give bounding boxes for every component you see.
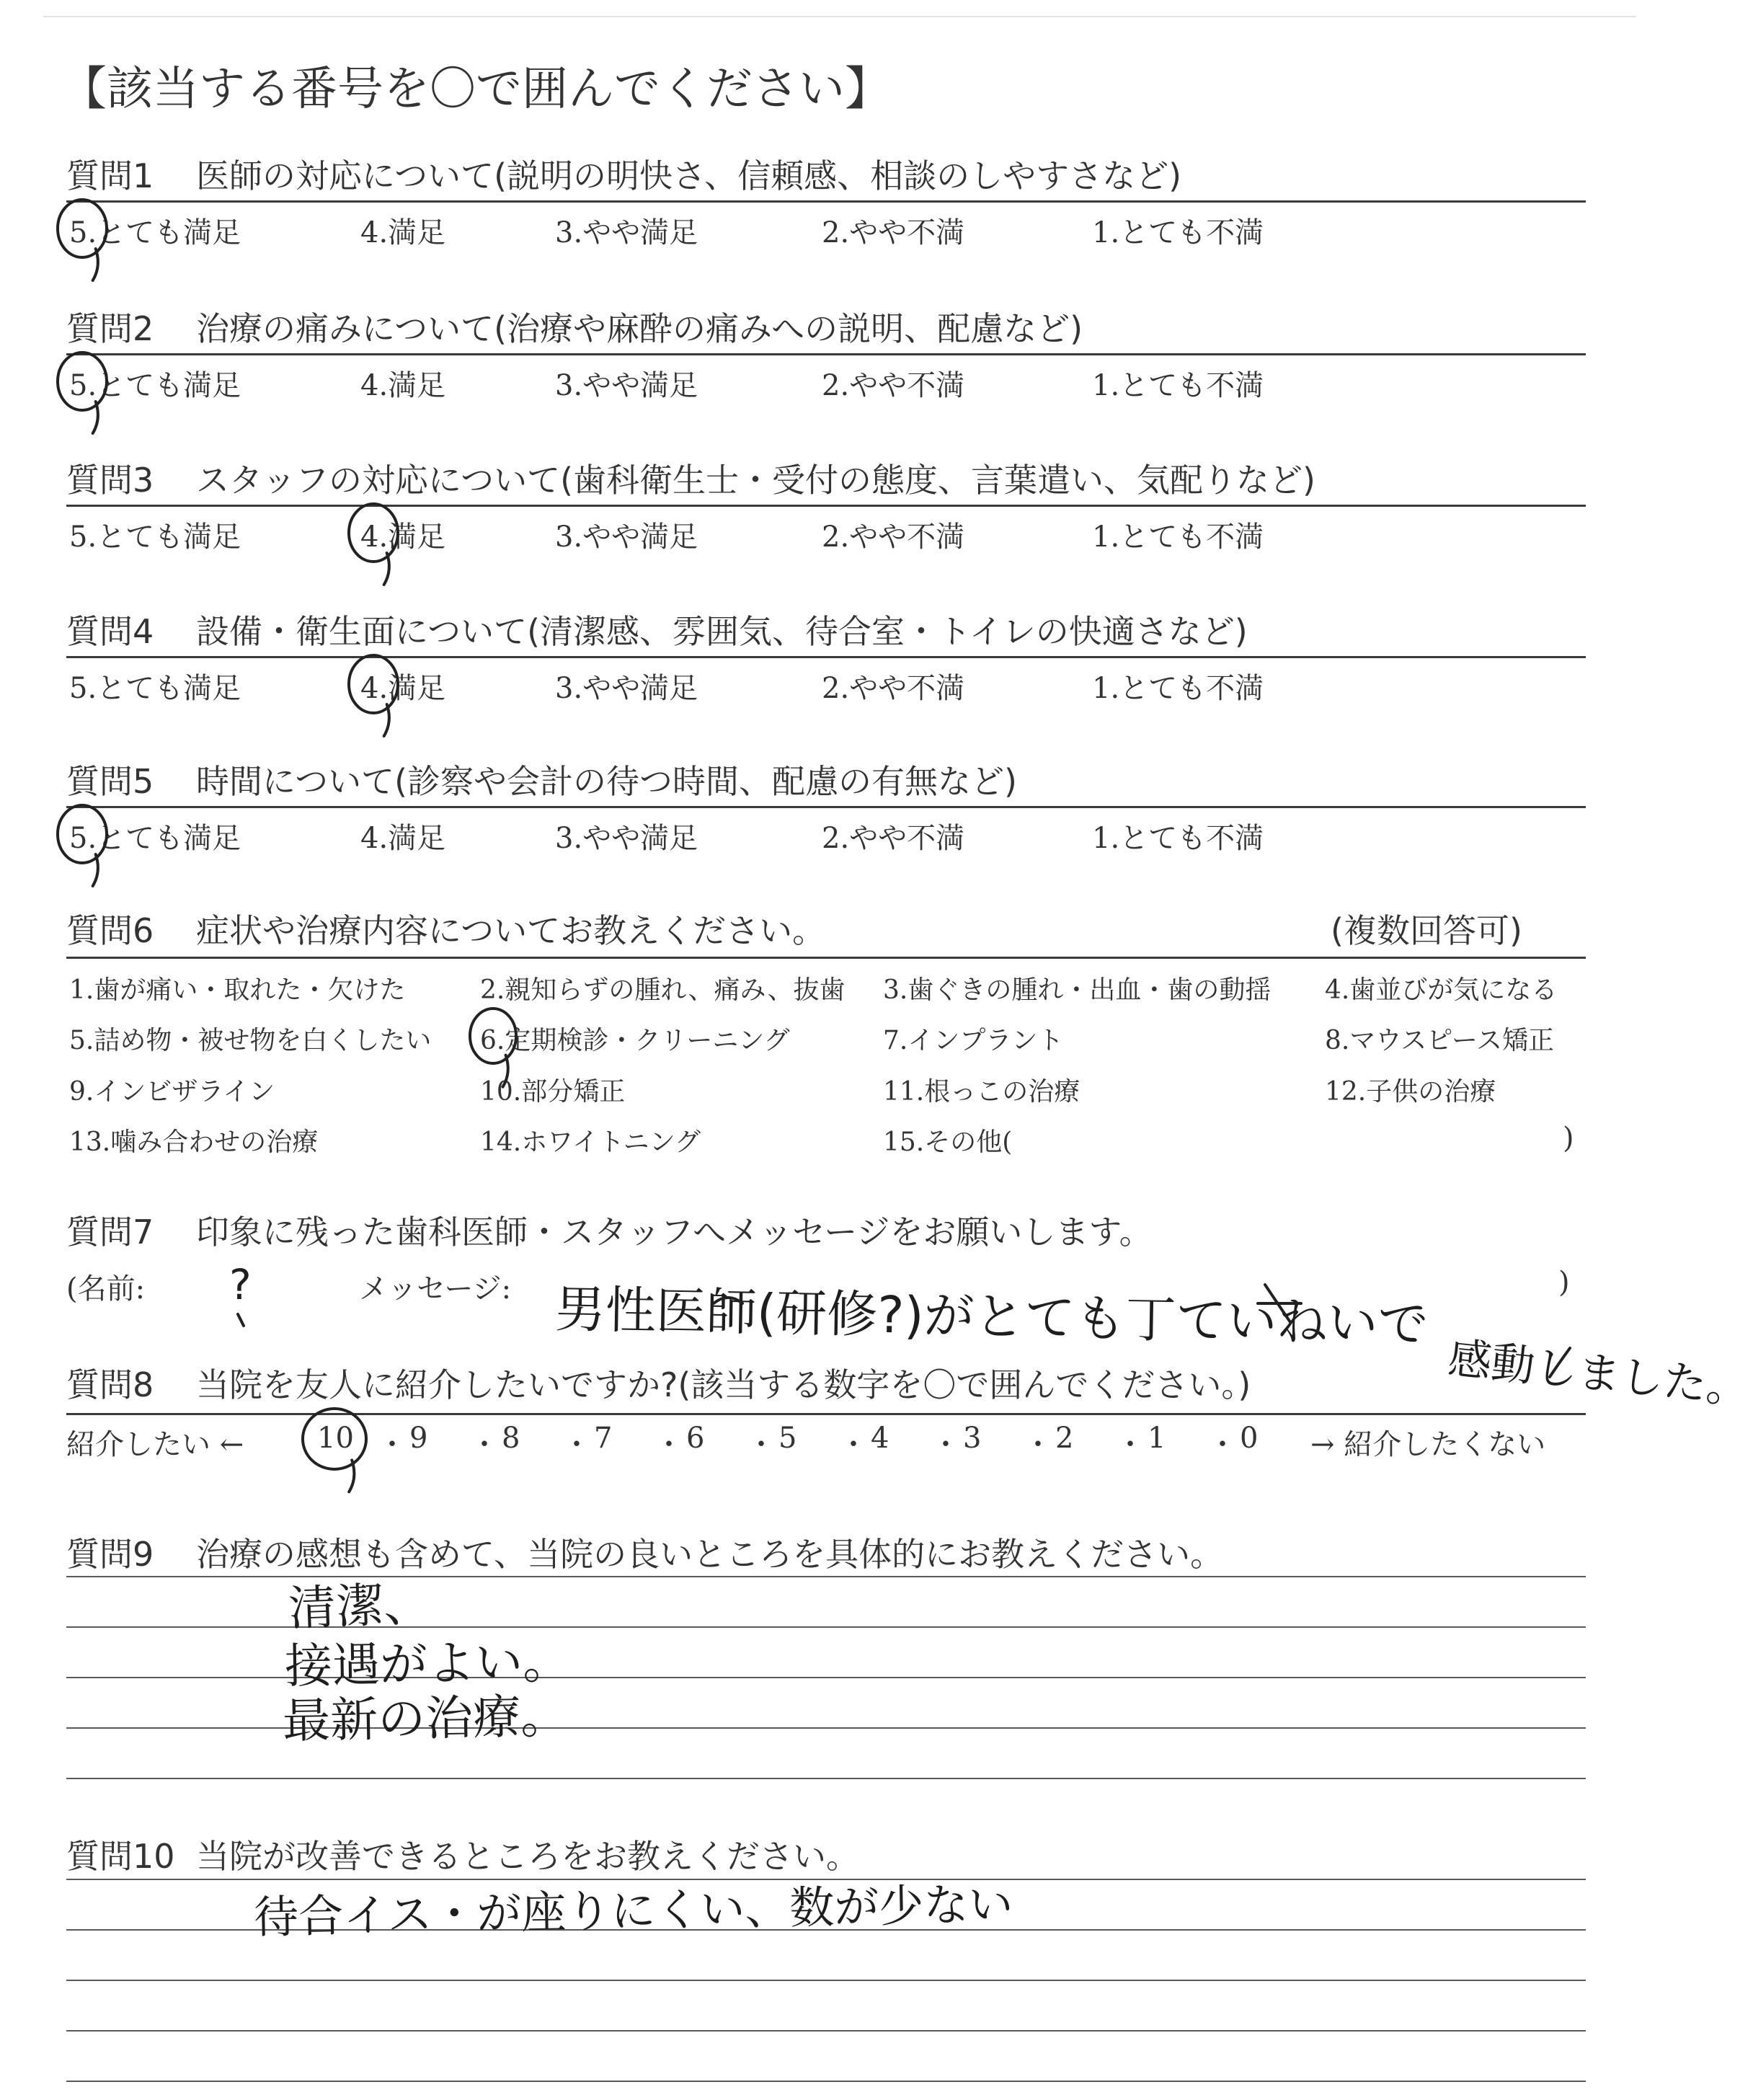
question-rule — [66, 505, 1586, 507]
question-text: 時間について(診察や会計の待つ時間、配慮の有無など) — [196, 762, 1017, 801]
symptom-option[interactable]: 10.部分矯正 — [480, 1077, 626, 1107]
q9-label: 質問9 — [66, 1535, 154, 1574]
rating-option[interactable]: 4.満足 — [360, 672, 446, 705]
symptom-option: ) — [1563, 1122, 1574, 1155]
symptom-option[interactable]: 1.歯が痛い・取れた・欠けた — [69, 975, 406, 1005]
q7-message-line2: 感動しました。 — [1445, 1333, 1752, 1415]
scale-number[interactable]: 8 — [502, 1422, 520, 1455]
page-title: 【該当する番号を〇で囲んでください】 — [61, 63, 891, 116]
selection-circle-tail — [93, 249, 98, 280]
rating-option[interactable]: 4.満足 — [360, 369, 446, 402]
scale-number[interactable]: 7 — [594, 1422, 613, 1455]
q7-name-value: ? — [229, 1260, 252, 1309]
rating-option[interactable]: 1.とても不満 — [1092, 672, 1264, 705]
selection-circle-tail — [93, 854, 98, 886]
scale-number[interactable]: 2 — [1055, 1422, 1074, 1455]
rating-option[interactable]: 5.とても満足 — [69, 520, 241, 554]
q7-text: 印象に残った歯科医師・スタッフへメッセージをお願いします。 — [196, 1213, 1153, 1251]
q10-label: 質問10 — [66, 1837, 175, 1876]
rating-option[interactable]: 2.やや不満 — [822, 369, 965, 402]
scale-number[interactable]: 6 — [686, 1422, 705, 1455]
rating-option[interactable]: 1.とても不満 — [1092, 822, 1264, 855]
rating-option[interactable]: 1.とても不満 — [1092, 369, 1264, 402]
rating-option[interactable]: 2.やや不満 — [822, 672, 965, 705]
symptom-option[interactable]: 8.マウスピース矯正 — [1325, 1026, 1555, 1055]
q7-message-line1: 男性医師(研修?)がとても丁ていねいで — [554, 1280, 1429, 1355]
rating-option[interactable]: 2.やや不満 — [822, 520, 965, 554]
q8-right-label: → 紹介したくない — [1310, 1428, 1546, 1461]
question-label: 質問2 — [66, 309, 154, 348]
symptom-option[interactable]: 12.子供の治療 — [1325, 1077, 1496, 1107]
rating-option[interactable]: 2.やや不満 — [822, 822, 965, 855]
scale-dot: ・ — [470, 1428, 499, 1461]
scale-dot: ・ — [1208, 1428, 1237, 1461]
question-text: 治療の痛みについて(治療や麻酔の痛みへの説明、配慮など) — [196, 309, 1083, 348]
rating-option[interactable]: 3.やや満足 — [555, 672, 698, 705]
selection-circle-tail — [384, 553, 389, 585]
symptom-option[interactable]: 7.インプラント — [883, 1026, 1064, 1055]
q7-label: 質問7 — [66, 1213, 154, 1251]
scale-dot: ・ — [747, 1428, 776, 1461]
q7-message-label: メッセージ: — [359, 1272, 512, 1306]
q9-writing-line — [66, 1778, 1586, 1779]
q10-writing-line — [66, 1980, 1586, 1981]
q9-text: 治療の感想も含めて、当院の良いところを具体的にお教えください。 — [196, 1535, 1224, 1574]
selection-circle-tail — [93, 402, 98, 433]
question-text: 医師の対応について(説明の明快さ、信頼感、相談のしやすさなど) — [196, 156, 1182, 195]
symptom-option[interactable]: 5.詰め物・被せ物を白くしたい — [69, 1026, 432, 1055]
symptom-option[interactable]: 4.歯並びが気になる — [1325, 975, 1558, 1005]
symptom-option[interactable]: 11.根っこの治療 — [883, 1077, 1080, 1107]
symptom-option[interactable]: 6.定期検診・クリーニング — [480, 1026, 790, 1055]
q6-rule — [66, 957, 1586, 959]
rating-option[interactable]: 4.満足 — [360, 520, 446, 554]
q7-name-label: (名前: — [66, 1272, 146, 1306]
scale-dot: ・ — [562, 1428, 591, 1461]
scale-dot: ・ — [931, 1428, 960, 1461]
scale-number[interactable]: 5 — [778, 1422, 797, 1455]
scale-dot: ・ — [839, 1428, 868, 1461]
symptom-option[interactable]: 9.インビザライン — [69, 1077, 275, 1107]
q6-label: 質問6 — [66, 911, 154, 950]
scale-number[interactable]: 4 — [871, 1422, 889, 1455]
q9-answer-line: 接遇がよい。 — [284, 1634, 571, 1694]
scale-number[interactable]: 9 — [409, 1422, 428, 1455]
rating-option[interactable]: 1.とても不満 — [1092, 520, 1264, 554]
question-label: 質問1 — [66, 156, 154, 195]
question-text: スタッフの対応について(歯科衛生士・受付の態度、言葉遣い、気配りなど) — [196, 461, 1315, 500]
q8-rule — [66, 1413, 1586, 1415]
selection-circle-tail — [349, 1460, 354, 1492]
symptom-option[interactable]: 3.歯ぐきの腫れ・出血・歯の動揺 — [883, 975, 1272, 1005]
q8-left-label: 紹介したい ← — [66, 1428, 244, 1461]
scale-number[interactable]: 10 — [317, 1422, 354, 1455]
q10-writing-line — [66, 2030, 1586, 2032]
rating-option[interactable]: 4.満足 — [360, 216, 446, 249]
rating-option[interactable]: 5.とても満足 — [69, 369, 241, 402]
q7-close-paren: ) — [1558, 1266, 1570, 1299]
question-rule — [66, 200, 1586, 203]
rating-option[interactable]: 5.とても満足 — [69, 672, 241, 705]
symptom-option[interactable]: 15.その他( — [883, 1127, 1013, 1157]
rating-option[interactable]: 5.とても満足 — [69, 822, 241, 855]
rating-option[interactable]: 3.やや満足 — [555, 216, 698, 249]
q10-writing-line — [66, 2081, 1586, 2082]
top-border — [43, 16, 1636, 17]
scale-dot: ・ — [1024, 1428, 1052, 1461]
scale-number[interactable]: 3 — [963, 1422, 982, 1455]
ink-tick — [238, 1314, 244, 1326]
question-rule — [66, 353, 1586, 355]
q8-text: 当院を友人に紹介したいですか?(該当する数字を〇で囲んでください。) — [196, 1365, 1251, 1404]
selection-circle-tail — [384, 704, 389, 736]
rating-option[interactable]: 3.やや満足 — [555, 369, 698, 402]
question-rule — [66, 656, 1586, 658]
q6-note: (複数回答可) — [1331, 911, 1522, 950]
symptom-option[interactable]: 14.ホワイトニング — [480, 1127, 701, 1157]
q9-answer-line: 最新の治療。 — [282, 1688, 569, 1749]
scale-dot: ・ — [1116, 1428, 1145, 1461]
q10-answer: 待合イス・が座りにくい、数が少ない — [253, 1877, 1013, 1944]
rating-option[interactable]: 2.やや不満 — [822, 216, 965, 249]
rating-option[interactable]: 3.やや満足 — [555, 822, 698, 855]
q8-label: 質問8 — [66, 1365, 154, 1404]
question-label: 質問4 — [66, 612, 154, 651]
symptom-option[interactable]: 2.親知らずの腫れ、痛み、抜歯 — [480, 975, 846, 1005]
question-label: 質問5 — [66, 762, 154, 801]
symptom-option[interactable]: 13.噛み合わせの治療 — [69, 1127, 319, 1157]
scale-dot: ・ — [654, 1428, 683, 1461]
rating-option[interactable]: 5.とても満足 — [69, 216, 241, 249]
q9-answer-line: 清潔、 — [287, 1576, 432, 1636]
rating-option[interactable]: 1.とても不満 — [1092, 216, 1264, 249]
q10-text: 当院が改善できるところをお教えください。 — [196, 1837, 859, 1876]
q6-text: 症状や治療内容についてお教えください。 — [196, 911, 826, 950]
rating-option[interactable]: 3.やや満足 — [555, 520, 698, 554]
question-label: 質問3 — [66, 461, 154, 500]
scale-dot: ・ — [378, 1428, 407, 1461]
question-text: 設備・衛生面について(清潔感、雰囲気、待合室・トイレの快適さなど) — [196, 612, 1248, 651]
question-rule — [66, 806, 1586, 808]
scale-number[interactable]: 1 — [1148, 1422, 1166, 1455]
scale-number[interactable]: 0 — [1240, 1422, 1259, 1455]
rating-option[interactable]: 4.満足 — [360, 822, 446, 855]
